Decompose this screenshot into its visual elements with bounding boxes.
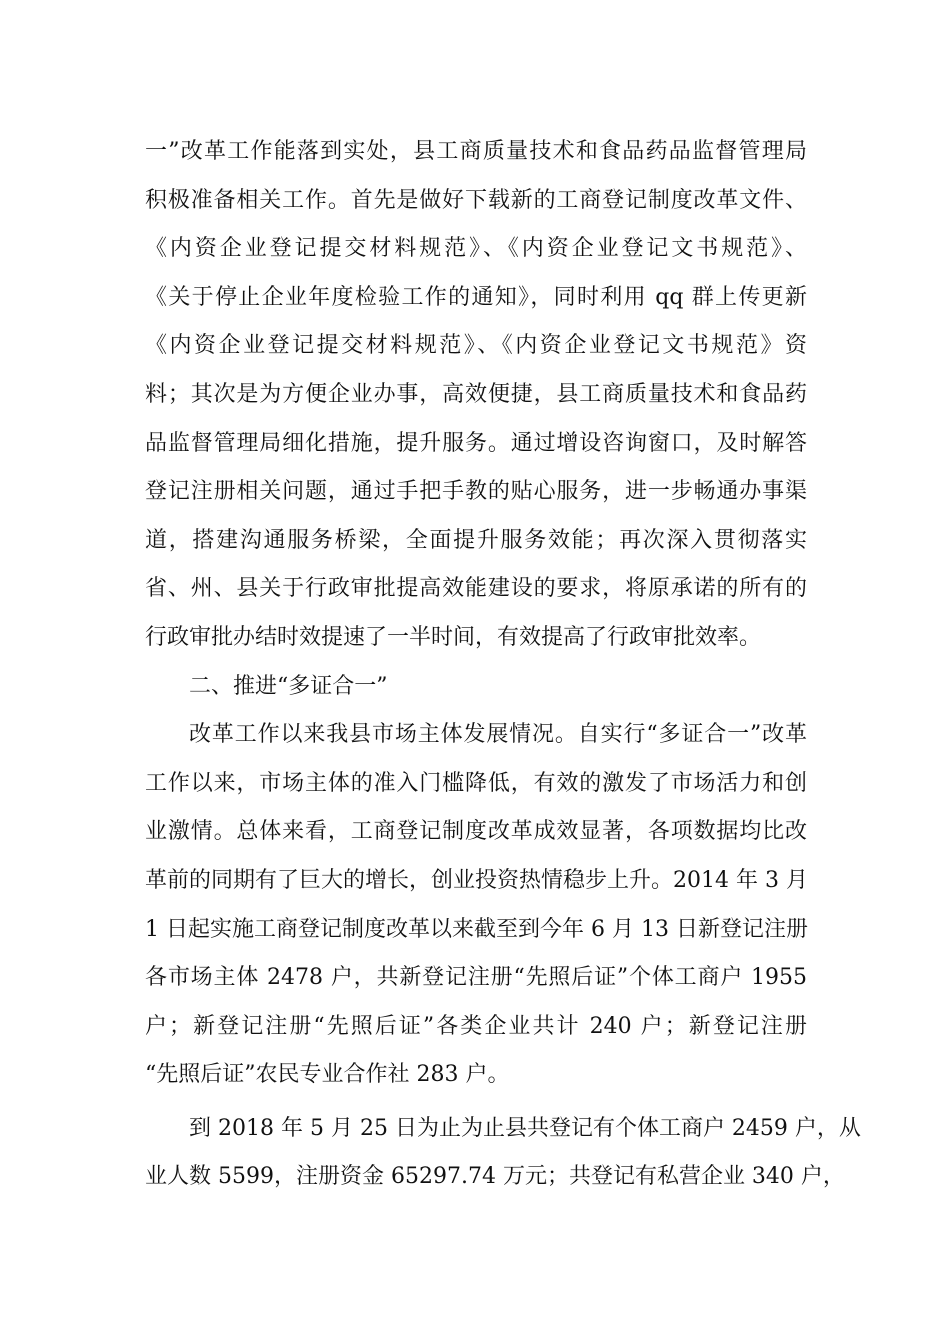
text-line: 省、州、县关于行政审批提高效能建设的要求，将原承诺的所有的 (145, 576, 807, 602)
text-line: 1 日起实施工商登记制度改革以来截至到今年 6 月 13 日新登记注册 (145, 916, 808, 942)
text-line: 到 2018 年 5 月 25 日为止为止县共登记有个体工商户 2459 户，从 (189, 1115, 861, 1141)
text-line: 各市场主体 2478 户，共新登记注册“先照后证”个体工商户 1955 (145, 965, 807, 991)
text-line: 料；其次是为方便企业办事，高效便捷，县工商质量技术和食品药 (145, 381, 807, 407)
document-body (145, 128, 861, 1202)
text-line: 道，搭建沟通服务桥梁，全面提升服务效能；再次深入贯彻落实 (145, 527, 807, 553)
text-line: 业激情。总体来看，工商登记制度改革成效显著，各项数据均比改 (145, 819, 807, 845)
text-line: 品监督管理局细化措施，提升服务。通过增设咨询窗口，及时解答 (145, 430, 807, 456)
text-line: 一”改革工作能落到实处，县工商质量技术和食品药品监督管理局 (145, 139, 807, 164)
section-heading (145, 663, 807, 712)
text-line: 工作以来，市场主体的准入门槛降低，有效的激发了市场活力和创 (145, 770, 807, 796)
text-line: 《关于停止企业年度检验工作的通知》，同时利用 qq 群上传更新 (145, 284, 807, 310)
text-line: 户；新登记注册“先照后证”各类企业共计 240 户；新登记注册 (145, 1013, 807, 1039)
paragraph-4 (145, 1105, 861, 1202)
text-line: 业人数 5599，注册资金 65297.74 万元；共登记有私营企业 340 户， (145, 1164, 845, 1190)
text-line: 行政审批办结时效提速了一半时间，有效提高了行政审批效率。 (145, 624, 762, 650)
text-line: 《内资企业登记提交材料规范》、《内资企业登记文书规范》资 (145, 333, 807, 359)
text-line: “先照后证”农民专业合作社 283 户。 (145, 1062, 510, 1088)
text-line: 《内资企业登记提交材料规范》、《内资企业登记文书规范》、 (145, 236, 807, 262)
text-line: 革前的同期有了巨大的增长，创业投资热情稳步上升。2014 年 3 月 (145, 867, 808, 893)
text-line: 积极准备相关工作。首先是做好下载新的工商登记制度改革文件、 (145, 187, 807, 213)
text-line: 登记注册相关问题，通过手把手教的贴心服务，进一步畅通办事渠 (145, 479, 807, 505)
paragraph-1 (145, 128, 807, 663)
paragraph-3 (145, 711, 807, 1100)
text-line: 改革工作以来我县市场主体发展情况。自实行“多证合一”改革 (189, 722, 807, 748)
heading-text: 二、推进“多证合一” (189, 673, 388, 699)
